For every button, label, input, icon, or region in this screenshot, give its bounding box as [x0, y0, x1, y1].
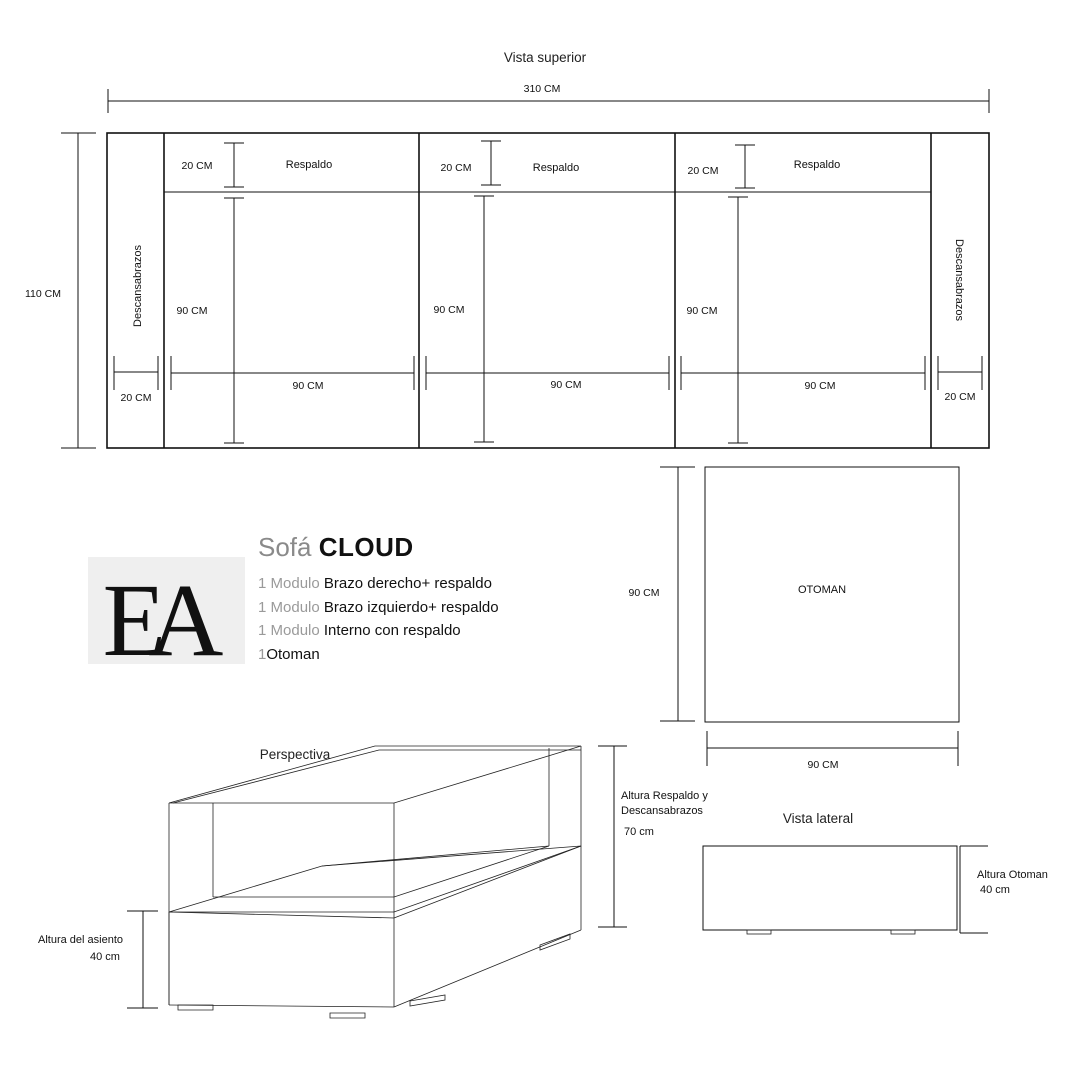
module-item: [258, 619, 578, 643]
side-ottoman-outline: [703, 846, 957, 930]
right-armrest-label: Descansabrazos: [953, 239, 965, 321]
right-armrest-width: 20 CM: [944, 391, 976, 403]
module-1-seat-depth: 90 CM: [176, 305, 208, 317]
module-1-backrest-depth: 20 CM: [181, 160, 213, 172]
product-title-bold: CLOUD: [318, 532, 414, 562]
module-2-backrest-label: Respaldo: [532, 162, 580, 174]
seat-height-label: Altura del asiento: [38, 934, 123, 946]
ottoman-width-dim: 90 CM: [807, 759, 839, 771]
module-2-seat-width: 90 CM: [550, 379, 582, 391]
total-depth-label: 110 CM: [25, 288, 61, 300]
module-item: [258, 572, 578, 596]
module-qty: 1 Modulo: [258, 622, 320, 639]
module-3-seat-width: 90 CM: [804, 380, 836, 392]
left-armrest-width: 20 CM: [120, 392, 152, 404]
backrest-top: [169, 746, 581, 803]
product-info: [258, 530, 578, 666]
logo-text: EA: [102, 563, 206, 664]
module-1: [171, 143, 414, 443]
product-title-light: Sofá: [258, 532, 312, 562]
top-view: [25, 50, 989, 448]
side-height-value: 40 cm: [980, 884, 1010, 896]
total-width-label: 310 CM: [523, 83, 561, 95]
module-qty: 1: [258, 645, 267, 663]
left-armrest: [114, 245, 158, 404]
module-1-backrest-label: Respaldo: [285, 159, 333, 171]
module-name: Brazo izquierdo+ respaldo: [323, 598, 499, 616]
module-qty: 1 Modulo: [258, 575, 320, 592]
module-3-backrest-depth: 20 CM: [687, 165, 719, 177]
seat-height-value: 40 cm: [90, 951, 120, 963]
module-qty: 1 Modulo: [258, 598, 320, 616]
top-view-title: Vista superior: [503, 50, 587, 65]
perspective-title: Perspectiva: [259, 747, 331, 762]
ottoman-view: [629, 467, 959, 771]
module-3: [681, 145, 925, 443]
product-title: [258, 530, 578, 564]
side-height-label: Altura Otoman: [977, 869, 1048, 881]
total-width-dimension: [108, 83, 989, 113]
module-2-backrest-depth: 20 CM: [440, 162, 472, 174]
side-view: [703, 811, 1048, 934]
back-height-label-1: Altura Respaldo y: [621, 790, 708, 802]
right-armrest: [938, 239, 982, 403]
ea-logo-icon: [88, 557, 245, 664]
module-item: [258, 643, 578, 667]
module-1-seat-width: 90 CM: [292, 380, 324, 392]
module-2: [426, 141, 669, 442]
module-name: Brazo derecho+ respaldo: [323, 575, 492, 592]
brand-logo: [88, 557, 245, 664]
total-depth-dimension: [25, 133, 96, 448]
back-height-value: 70 cm: [624, 826, 654, 838]
side-view-title: Vista lateral: [782, 811, 854, 826]
module-name: Otoman: [266, 645, 320, 663]
module-item: [258, 596, 578, 620]
sofa-outline: [107, 133, 989, 448]
module-3-seat-depth: 90 CM: [686, 305, 718, 317]
ottoman-label: OTOMAN: [797, 584, 847, 596]
module-3-backrest-label: Respaldo: [793, 159, 841, 171]
module-name: Interno con respaldo: [323, 622, 461, 639]
ottoman-height-dim: 90 CM: [628, 587, 660, 599]
left-armrest-label: Descansabrazos: [132, 245, 144, 327]
back-height-label-2: Descansabrazos: [621, 805, 703, 817]
module-2-seat-depth: 90 CM: [433, 304, 465, 316]
perspective-view: [38, 746, 708, 1018]
module-list: [258, 572, 578, 666]
